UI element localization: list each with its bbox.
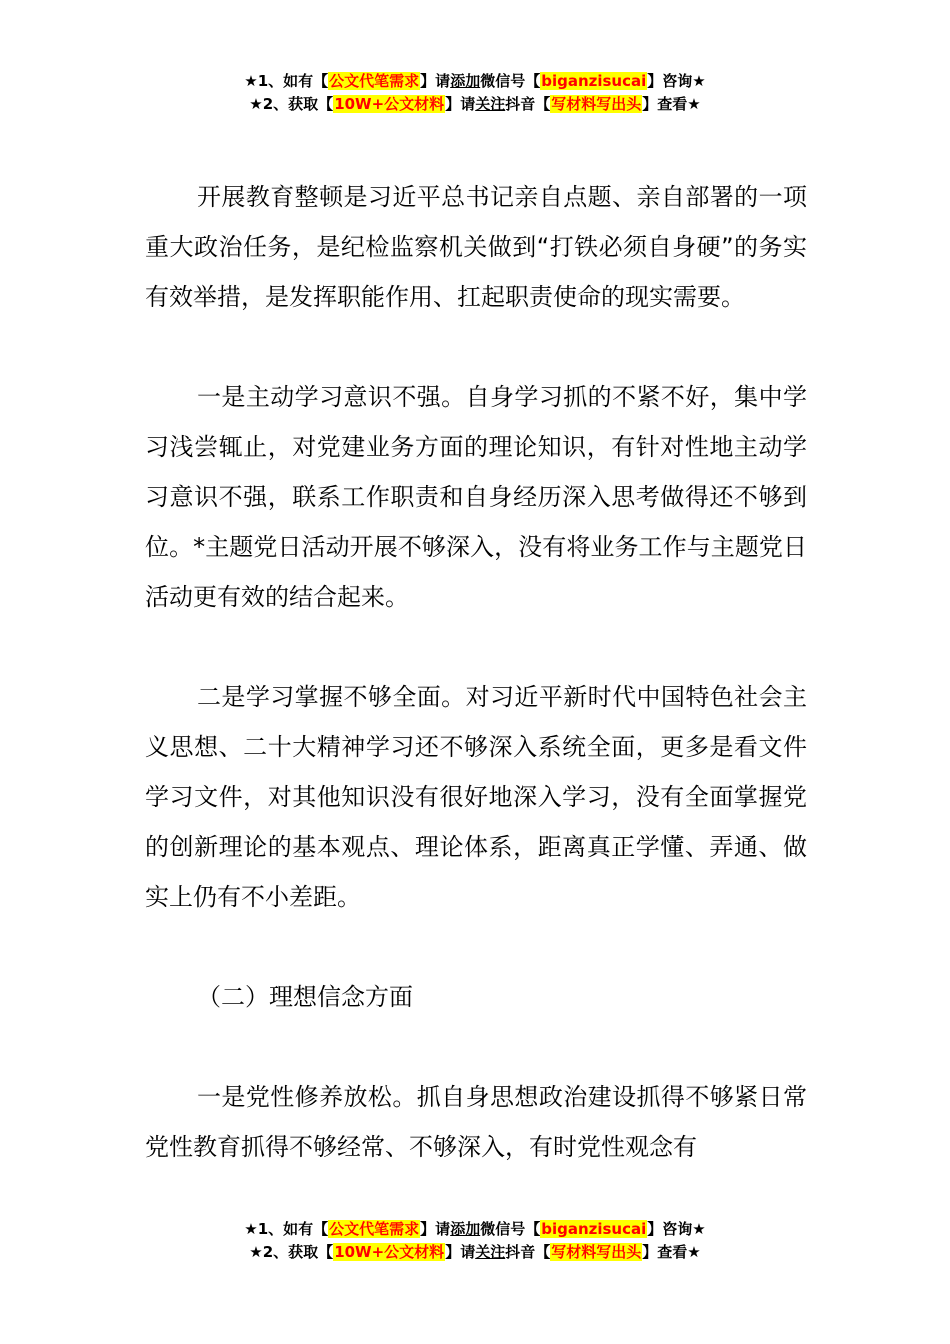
banner-highlight: 10W+公文材料 (334, 1243, 445, 1261)
banner-underlined: 关注 (475, 1243, 506, 1261)
banner-text: ★2、获取【 (249, 1243, 334, 1261)
banner-text: 抖音【 (505, 95, 551, 113)
banner-text: 】请 (420, 72, 451, 90)
banner-line-1 (0, 1218, 950, 1241)
banner-text: 】查看★ (642, 1243, 701, 1261)
paragraph: 开展教育整顿是习近平总书记亲自点题、亲自部署的一项重大政治任务，是纪检监察机关做到“打铁必须自身硬”的务实有效举措，是发挥职能作用、扛起职责使命的现实需要。 (145, 183, 807, 311)
banner-text: ★2、获取【 (249, 95, 334, 113)
banner-line-2 (0, 93, 950, 116)
banner-underlined: 添加 (450, 1220, 481, 1238)
banner-text: 】查看★ (642, 95, 701, 113)
banner-text: ★1、如有【 (244, 1220, 329, 1238)
banner-highlight: biganzisucai (541, 72, 647, 90)
banner-text: 】请 (445, 95, 476, 113)
banner-text: 】请 (445, 1243, 476, 1261)
banner-text: ★1、如有【 (244, 72, 329, 90)
header-banner (0, 70, 950, 116)
banner-text: 微信号【 (480, 72, 541, 90)
paragraph: 二是学习掌握不够全面。对习近平新时代中国特色社会主义思想、二十大精神学习还不够深入系统全面，更多是看文件学习文件，对其他知识没有很好地深入学习，没有全面掌握党的创新理论的基本观点、理论体系，距离真正学懂、弄通、做实上仍有不小差距。 (145, 683, 807, 911)
banner-highlight: 写材料写出头 (551, 95, 642, 113)
banner-text: 】咨询★ (647, 1220, 706, 1238)
banner-text: 抖音【 (505, 1243, 551, 1261)
banner-highlight: 公文代笔需求 (329, 1220, 420, 1238)
paragraph: 一是党性修养放松。抓自身思想政治建设抓得不够紧日常党性教育抓得不够经常、不够深入，有时党性观念有 (145, 1083, 807, 1161)
banner-line-1 (0, 70, 950, 93)
banner-text: 】请 (420, 1220, 451, 1238)
banner-highlight: 写材料写出头 (551, 1243, 642, 1261)
banner-highlight: biganzisucai (541, 1220, 647, 1238)
footer-banner (0, 1218, 950, 1264)
banner-line-2 (0, 1241, 950, 1264)
document-body (145, 172, 807, 1172)
banner-underlined: 添加 (450, 72, 481, 90)
banner-text: 微信号【 (480, 1220, 541, 1238)
banner-highlight: 10W+公文材料 (334, 95, 445, 113)
banner-underlined: 关注 (475, 95, 506, 113)
paragraph: 一是主动学习意识不强。自身学习抓的不紧不好，集中学习浅尝辄止，对党建业务方面的理论知识，有针对性地主动学习意识不强，联系工作职责和自身经历深入思考做得还不够到位。*主题党日活动开展不够深入，没有将业务工作与主题党日活动更有效的结合起来。 (145, 383, 807, 611)
banner-highlight: 公文代笔需求 (329, 72, 420, 90)
banner-text: 】咨询★ (647, 72, 706, 90)
section-heading: （二）理想信念方面 (197, 983, 413, 1011)
